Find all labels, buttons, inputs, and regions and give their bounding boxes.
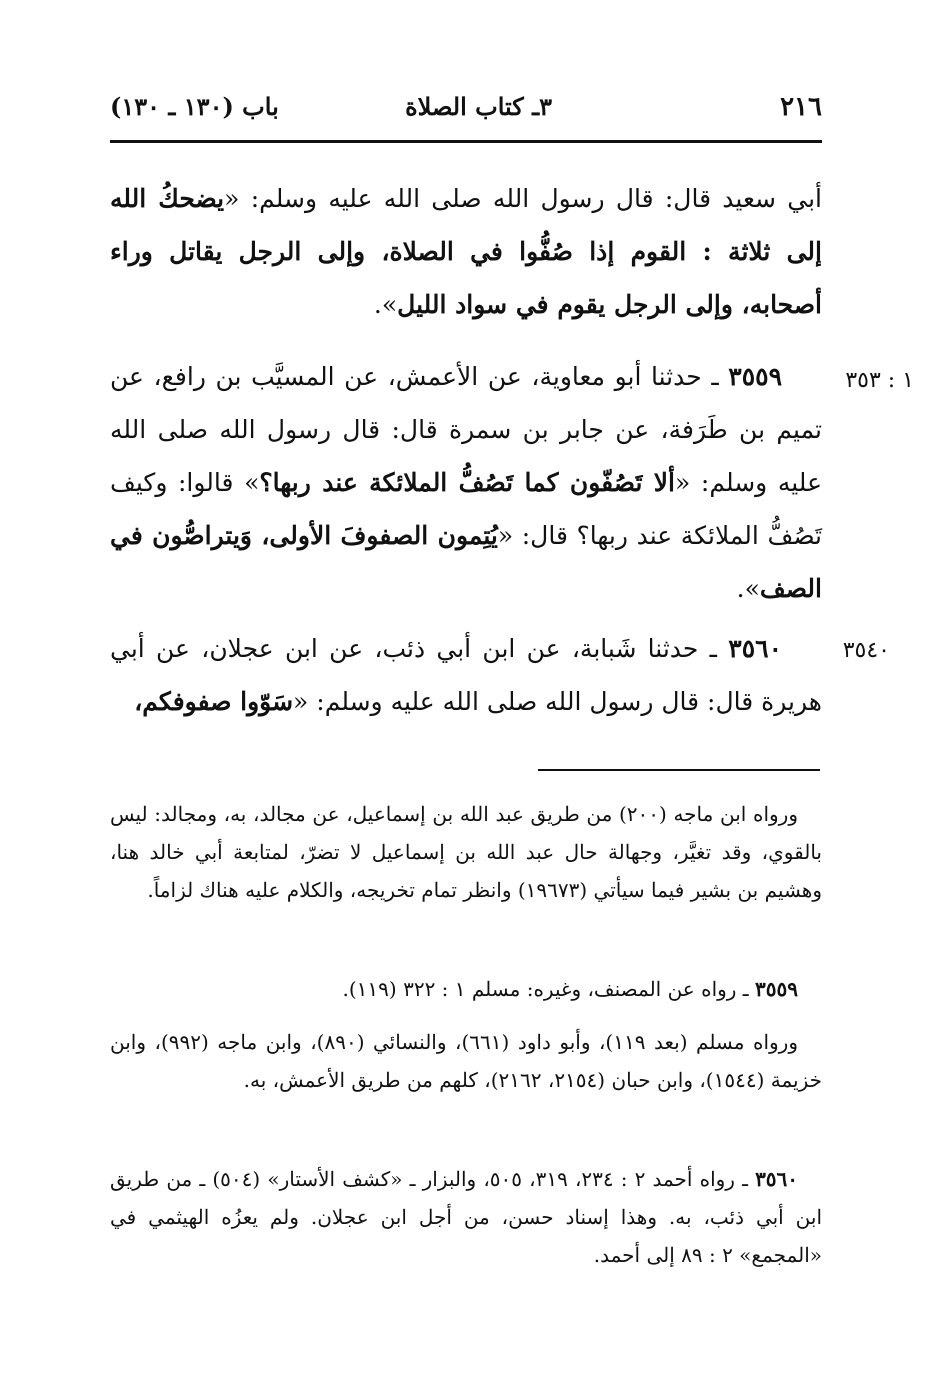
hadith-number: ٣٥٦٠ [728, 634, 782, 663]
hadith-3560 [110, 622, 822, 728]
chapter-title: ٣ـ كتاب الصلاة [405, 92, 552, 121]
prophetic-quote: سَوّوا صفوفكم، [134, 687, 294, 716]
hadith-text: ـ حدثنا أبو معاوية، عن الأعمش، عن المسيَّب بن رافع، عن تميم بن طَرَفة، عن جابر بن سمرة قال: قال رسول الله صلى الله عليه وسلم: « [110, 362, 822, 497]
footnote-3560 [110, 1160, 822, 1274]
footnote-1 [110, 795, 822, 909]
margin-reference: ٣٥٤٠ [842, 638, 890, 663]
footnote-number: ٣٥٦٠ [755, 1167, 799, 1191]
hadith-number: ٣٥٥٩ [728, 362, 782, 391]
header-divider [110, 140, 822, 143]
footnote-text: ـ رواه أحمد ٢ : ٢٣٤، ٣١٩، ٥٠٥، والبزار ـ «كشف الأستار» (٥٠٤) ـ من طريق ابن أبي ذئب، به. وهذا إسناد حسن، من أجل ابن عجلان. ولم يعزُه الهيثمي في «المجمع» ٢ : ٨٩ إلى أحمد. [110, 1167, 822, 1267]
prophetic-quote: يضحكُ الله إلى ثلاثة : القوم إذا صُفُّوا في الصلاة، وإلى الرجل يقاتل وراء أصحابه، وإلى الرجل يقوم في سواد الليل [110, 184, 822, 319]
running-header [110, 88, 822, 128]
hadith-text: ـ حدثنا شَبابة، عن ابن أبي ذئب، عن ابن عجلان، عن أبي هريرة قال: قال رسول الله صلى الله عليه وسلم: « [110, 634, 822, 716]
paragraph-continuation [110, 172, 822, 331]
hadith-3559 [110, 350, 822, 615]
footnote-3559 [110, 970, 822, 1008]
paragraph-text: ». [373, 290, 398, 319]
prophetic-quote: ألا تَصُفّون كما تَصُفُّ الملائكة عند ربها؟ [259, 468, 675, 497]
footnote-divider [538, 769, 820, 771]
footnote-3559-cont [110, 1023, 822, 1099]
footnote-text: ورواه ابن ماجه (٢٠٠) من طريق عبد الله بن إسماعيل، عن مجالد، به، ومجالد: ليس بالقوي، وقد تغيَّر، وجهالة حال عبد الله بن إسماعيل لا تضرّ، لمتابعة أبي خالد هنا، وهشيم بن بشير فيما سيأتي (١٩٦٧٣) وانظر تمام تخريجه، والكلام عليه هناك لزاماً. [110, 802, 822, 902]
page-number: ٢١٦ [780, 92, 822, 122]
paragraph-text: أبي سعيد قال: قال رسول الله صلى الله عليه وسلم: « [224, 184, 822, 213]
section-range: باب (١٣٠ ـ ١٣٠) [110, 92, 279, 121]
footnote-text: ورواه مسلم (بعد ١١٩)، وأبو داود (٦٦١)، والنسائي (٨٩٠)، وابن ماجه (٩٩٢)، وابن خزيمة (١٥٤٤)، وابن حبان (٢١٥٤، ٢١٦٢)، كلهم من طريق الأعمش، به. [110, 1030, 822, 1092]
margin-reference: ١ : ٣٥٣ [845, 368, 914, 393]
footnote-text: ـ رواه عن المصنف، وغيره: مسلم ١ : ٣٢٢ (١١٩). [342, 977, 756, 1001]
hadith-text: » قالوا: وكيف تَصُفُّ الملائكة عند ربها؟ قال: « [110, 468, 823, 550]
prophetic-quote: يُتِمون الصفوفَ الأولى، وَيتراصُّون في الصف [110, 521, 822, 603]
footnote-number: ٣٥٥٩ [755, 977, 798, 1001]
hadith-text: ». [736, 574, 760, 603]
